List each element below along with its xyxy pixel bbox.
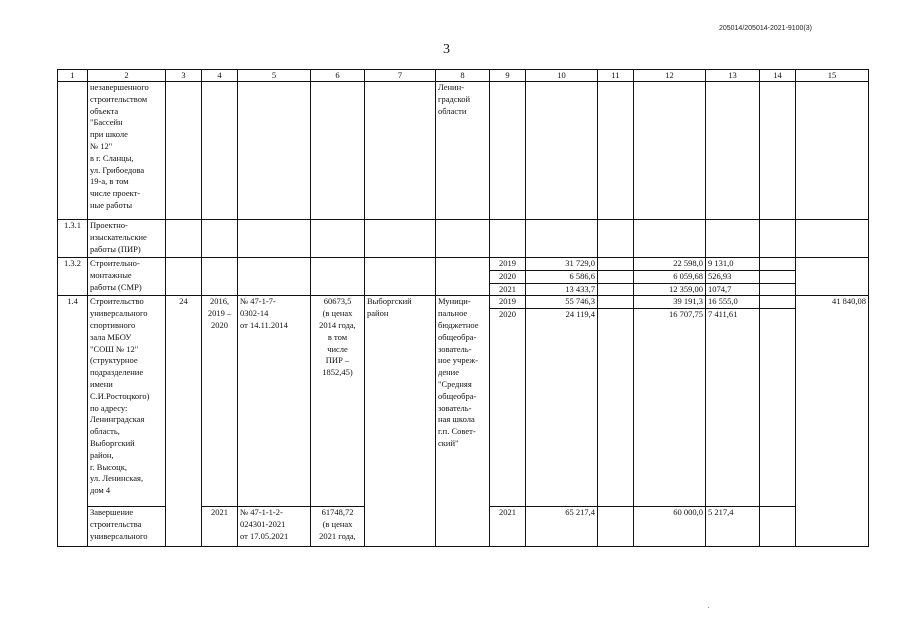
cell-col13: 7 411,61 <box>706 309 760 507</box>
cell-cost: 61748,72 (в ценах 2021 года, <box>311 507 365 547</box>
cell-total: 55 746,3 <box>526 296 598 309</box>
cell-object-name: Проектно- изыскательские работы (ПИР) <box>88 220 166 258</box>
col-header: 15 <box>796 70 869 82</box>
table-row-1-3-2 <box>58 258 869 271</box>
cell-col12: 60 000,0 <box>634 507 706 547</box>
cell-year: 2020 <box>490 309 526 507</box>
cell-col13: 526,93 <box>706 270 760 283</box>
cell-owner: Ленин- градской области <box>436 82 490 220</box>
col-header: 12 <box>634 70 706 82</box>
cell-col12: 6 059,68 <box>634 270 706 283</box>
scan-speck <box>708 607 709 608</box>
col-header: 9 <box>490 70 526 82</box>
cell-total: 13 433,7 <box>526 283 598 296</box>
col-header: 8 <box>436 70 490 82</box>
cell-col3: 24 <box>166 296 202 547</box>
cell-col15: 41 840,08 <box>796 296 869 547</box>
cell-object-name: Строительство универсального спортивного зала МБОУ "СОШ № 12" (структурное подразделение имени С.И.Ростоцкого) по адресу: Ленинградская область, Выборгский район, г. Высоцк, ул. Ленинская, дом 4 <box>88 296 166 507</box>
cell-object-name: Завершение строительства универсального <box>88 507 166 547</box>
cell-total: 65 217,4 <box>526 507 598 547</box>
cell-object-name: незавершенного строительством объекта "Бассейн при школе № 12" в г. Сланцы, ул. Грибоедова 19-а, в том числе проект- ные работы <box>88 82 166 220</box>
cell-col13: 1074,7 <box>706 283 760 296</box>
cell-col12: 16 707,75 <box>634 309 706 507</box>
col-header: 5 <box>238 70 311 82</box>
col-header: 10 <box>526 70 598 82</box>
cell-year: 2021 <box>490 507 526 547</box>
document-id: 205014/205014-2021-9100(3) <box>718 25 812 32</box>
cell-expertise: № 47-1-7- 0302-14 от 14.11.2014 <box>238 296 311 507</box>
col-header: 13 <box>706 70 760 82</box>
cell-years-range: 2016, 2019 – 2020 <box>202 296 238 507</box>
col-header: 14 <box>760 70 796 82</box>
cell-col13: 16 555,0 <box>706 296 760 309</box>
cell-col12: 39 191,3 <box>634 296 706 309</box>
col-header: 6 <box>311 70 365 82</box>
cell-years-range: 2021 <box>202 507 238 547</box>
cell-col12: 12 359,00 <box>634 283 706 296</box>
cell-num <box>58 82 88 220</box>
cell-col13: 9 131,0 <box>706 258 760 271</box>
cell-col13: 5 217,4 <box>706 507 760 547</box>
col-header: 3 <box>166 70 202 82</box>
cell-num: 1.4 <box>58 296 88 547</box>
cell-customer: Муници- пальное бюджетное общеобра- зователь- ное учреж- дение "Средняя общеобра- зователь- ная школа г.п. Совет- ский" <box>436 296 490 547</box>
cell-total: 24 119,4 <box>526 309 598 507</box>
cell-year: 2020 <box>490 270 526 283</box>
col-header: 4 <box>202 70 238 82</box>
cell-total: 31 729,0 <box>526 258 598 271</box>
cell-col12: 22 598,0 <box>634 258 706 271</box>
page-number: 3 <box>443 42 450 57</box>
cell-num: 1.3.1 <box>58 220 88 258</box>
col-header: 2 <box>88 70 166 82</box>
table-row-1-3-1 <box>58 220 869 258</box>
cell-year: 2019 <box>490 258 526 271</box>
cell-num: 1.3.2 <box>58 258 88 296</box>
program-table <box>57 69 869 547</box>
cell-year: 2021 <box>490 283 526 296</box>
cell-object-name: Строительно- монтажные работы (СМР) <box>88 258 166 296</box>
cell-expertise: № 47-1-1-2- 024301-2021 от 17.05.2021 <box>238 507 311 547</box>
cell-cost: 60673,5 (в ценах 2014 года, в том числе ПИР – 1852,45) <box>311 296 365 507</box>
col-header: 7 <box>365 70 436 82</box>
table-row-1-4 <box>58 296 869 309</box>
cell-total: 6 586,6 <box>526 270 598 283</box>
header-row <box>58 70 869 82</box>
cell-district: Выборгский район <box>365 296 436 547</box>
cell-year: 2019 <box>490 296 526 309</box>
col-header: 1 <box>58 70 88 82</box>
col-header: 11 <box>598 70 634 82</box>
table-row-continuation <box>58 82 869 220</box>
